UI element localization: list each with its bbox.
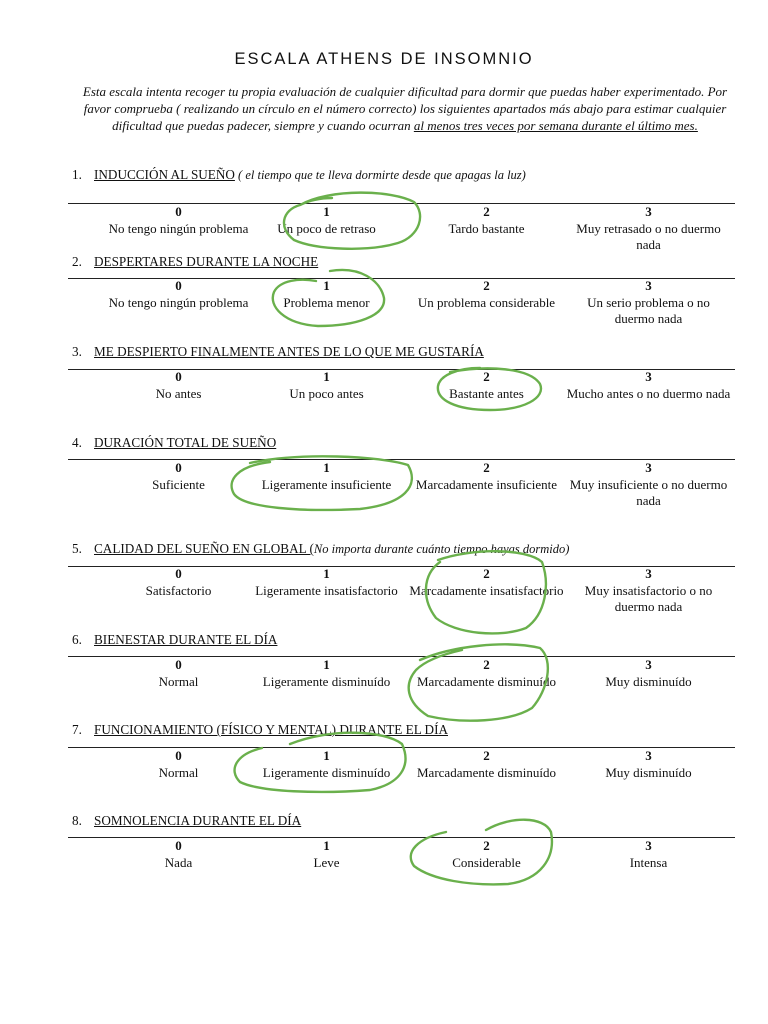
option-value: 3 xyxy=(645,657,652,672)
option-label: Mucho antes o no duermo nada xyxy=(566,385,731,401)
option-label: Marcadamente insatisfactorio xyxy=(409,582,564,598)
option-value: 1 xyxy=(323,278,330,293)
question-title: DESPERTARES DURANTE LA NOCHE xyxy=(94,254,319,269)
question-header xyxy=(72,722,448,738)
option-3[interactable] xyxy=(566,204,731,254)
question-header xyxy=(72,435,276,451)
option-3[interactable] xyxy=(566,369,731,402)
question-header xyxy=(72,254,318,270)
option-value: 1 xyxy=(323,369,330,384)
option-label: Problema menor xyxy=(283,294,370,310)
option-label: Suficiente xyxy=(152,476,205,492)
option-1[interactable] xyxy=(244,657,409,690)
option-value: 0 xyxy=(175,838,182,853)
question-title: ME DESPIERTO FINALMENTE ANTES DE LO QUE ME GUSTARÍA xyxy=(94,344,484,359)
option-label: Marcadamente disminuído xyxy=(417,764,556,780)
option-2[interactable] xyxy=(404,278,569,311)
option-label: No tengo ningún problema xyxy=(108,220,249,236)
option-label: Muy retrasado o no duermo nada xyxy=(576,220,721,252)
question-title: FUNCIONAMIENTO (FÍSICO Y MENTAL) DURANTE EL DÍA xyxy=(94,722,448,737)
intro-underlined-text: al menos tres veces por semana durante el último mes. xyxy=(413,118,698,133)
option-label: Intensa xyxy=(629,854,668,870)
option-value: 3 xyxy=(645,278,652,293)
option-label: Ligeramente disminuído xyxy=(262,764,391,780)
option-value: 2 xyxy=(483,278,490,293)
option-label: Ligeramente insatisfactorio xyxy=(255,582,398,598)
option-2[interactable] xyxy=(404,657,569,690)
option-value: 1 xyxy=(323,566,330,581)
question-number: 8. xyxy=(72,813,82,828)
option-value: 3 xyxy=(645,566,652,581)
option-value: 1 xyxy=(323,460,330,475)
option-value: 3 xyxy=(645,460,652,475)
option-1[interactable] xyxy=(244,204,409,237)
question-header xyxy=(72,167,526,183)
option-label: Muy insatisfactorio o no duermo nada xyxy=(584,582,713,614)
option-2[interactable] xyxy=(404,204,569,237)
option-label: Leve xyxy=(313,854,340,870)
question-number: 3. xyxy=(72,344,82,359)
question-title: INDUCCIÓN AL SUEÑO xyxy=(94,167,235,182)
option-2[interactable] xyxy=(404,460,569,493)
option-1[interactable] xyxy=(244,566,409,599)
option-1[interactable] xyxy=(244,748,409,781)
option-value: 0 xyxy=(175,748,182,763)
question-header xyxy=(72,813,301,829)
option-value: 0 xyxy=(175,204,182,219)
option-value: 3 xyxy=(645,369,652,384)
option-value: 1 xyxy=(323,838,330,853)
option-value: 0 xyxy=(175,460,182,475)
question-header xyxy=(72,541,569,557)
option-0[interactable] xyxy=(96,657,261,690)
option-label: Ligeramente insuficiente xyxy=(261,476,392,492)
option-2[interactable] xyxy=(404,748,569,781)
option-0[interactable] xyxy=(96,460,261,493)
option-3[interactable] xyxy=(566,566,731,616)
option-value: 0 xyxy=(175,657,182,672)
option-0[interactable] xyxy=(96,369,261,402)
option-2[interactable] xyxy=(404,838,569,871)
option-label: Nada xyxy=(164,854,193,870)
option-value: 2 xyxy=(483,460,490,475)
option-value: 0 xyxy=(175,566,182,581)
option-value: 2 xyxy=(483,369,490,384)
option-label: Muy insuficiente o no duermo nada xyxy=(569,476,728,508)
option-label: Bastante antes xyxy=(449,385,524,401)
option-label: Normal xyxy=(158,764,199,780)
option-label: Marcadamente insuficiente xyxy=(415,476,558,492)
option-0[interactable] xyxy=(96,748,261,781)
option-1[interactable] xyxy=(244,460,409,493)
option-label: Un poco antes xyxy=(289,385,364,401)
option-2[interactable] xyxy=(404,566,569,599)
option-3[interactable] xyxy=(566,657,731,690)
option-label: Tardo bastante xyxy=(448,220,525,236)
option-label: Normal xyxy=(158,673,199,689)
option-0[interactable] xyxy=(96,838,261,871)
question-title: CALIDAD DEL SUEÑO EN GLOBAL ( xyxy=(94,541,314,556)
option-value: 1 xyxy=(323,657,330,672)
option-label: Muy disminuído xyxy=(605,764,692,780)
option-3[interactable] xyxy=(566,278,731,328)
question-number: 7. xyxy=(72,722,82,737)
option-label: Muy disminuído xyxy=(605,673,692,689)
option-label: No antes xyxy=(155,385,202,401)
option-0[interactable] xyxy=(96,566,261,599)
question-number: 2. xyxy=(72,254,82,269)
option-0[interactable] xyxy=(96,278,261,311)
option-1[interactable] xyxy=(244,838,409,871)
option-value: 1 xyxy=(323,748,330,763)
option-value: 3 xyxy=(645,838,652,853)
page-title: ESCALA ATHENS DE INSOMNIO xyxy=(234,50,534,68)
question-header xyxy=(72,632,277,648)
question-number: 6. xyxy=(72,632,82,647)
question-header xyxy=(72,344,484,360)
option-value: 1 xyxy=(323,204,330,219)
question-title: DURACIÓN TOTAL DE SUEÑO xyxy=(94,435,277,450)
option-value: 2 xyxy=(483,204,490,219)
option-2[interactable] xyxy=(404,369,569,402)
option-label: Un problema considerable xyxy=(417,294,556,310)
option-value: 2 xyxy=(483,657,490,672)
option-label: No tengo ningún problema xyxy=(108,294,249,310)
option-label: Un poco de retraso xyxy=(277,220,376,236)
question-note: ( el tiempo que te lleva dormirte desde que apagas la luz) xyxy=(234,168,526,182)
option-1[interactable] xyxy=(244,278,409,311)
option-label: Un serio problema o no duermo nada xyxy=(587,294,710,326)
option-label: Considerable xyxy=(452,854,521,870)
option-label: Satisfactorio xyxy=(145,582,212,598)
question-note: No importa durante cuánto tiempo hayas dormido) xyxy=(313,542,570,556)
question-number: 5. xyxy=(72,541,82,556)
option-3[interactable] xyxy=(566,838,731,871)
option-value: 2 xyxy=(483,838,490,853)
option-label: Ligeramente disminuído xyxy=(262,673,391,689)
option-label: Marcadamente disminuído xyxy=(417,673,556,689)
intro-text: Esta escala intenta recoger tu propia evaluación de cualquier dificultad para dormir que puedas haber experimentado. Por favor comprueba ( realizando un círculo en el número correcto) los siguientes apartados más abajo para estimar cualquier dificultad que puedas padecer, siempre y cuando ocurran xyxy=(82,84,728,133)
question-title: SOMNOLENCIA DURANTE EL DÍA xyxy=(94,813,302,828)
option-value: 3 xyxy=(645,748,652,763)
question-number: 1. xyxy=(72,167,82,182)
option-value: 0 xyxy=(175,369,182,384)
question-number: 4. xyxy=(72,435,82,450)
option-value: 0 xyxy=(175,278,182,293)
option-0[interactable] xyxy=(96,204,261,237)
option-1[interactable] xyxy=(244,369,409,402)
intro-paragraph xyxy=(80,83,730,134)
question-title: BIENESTAR DURANTE EL DÍA xyxy=(94,632,278,647)
option-value: 2 xyxy=(483,566,490,581)
option-value: 2 xyxy=(483,748,490,763)
option-3[interactable] xyxy=(566,748,731,781)
option-3[interactable] xyxy=(566,460,731,510)
option-value: 3 xyxy=(645,204,652,219)
